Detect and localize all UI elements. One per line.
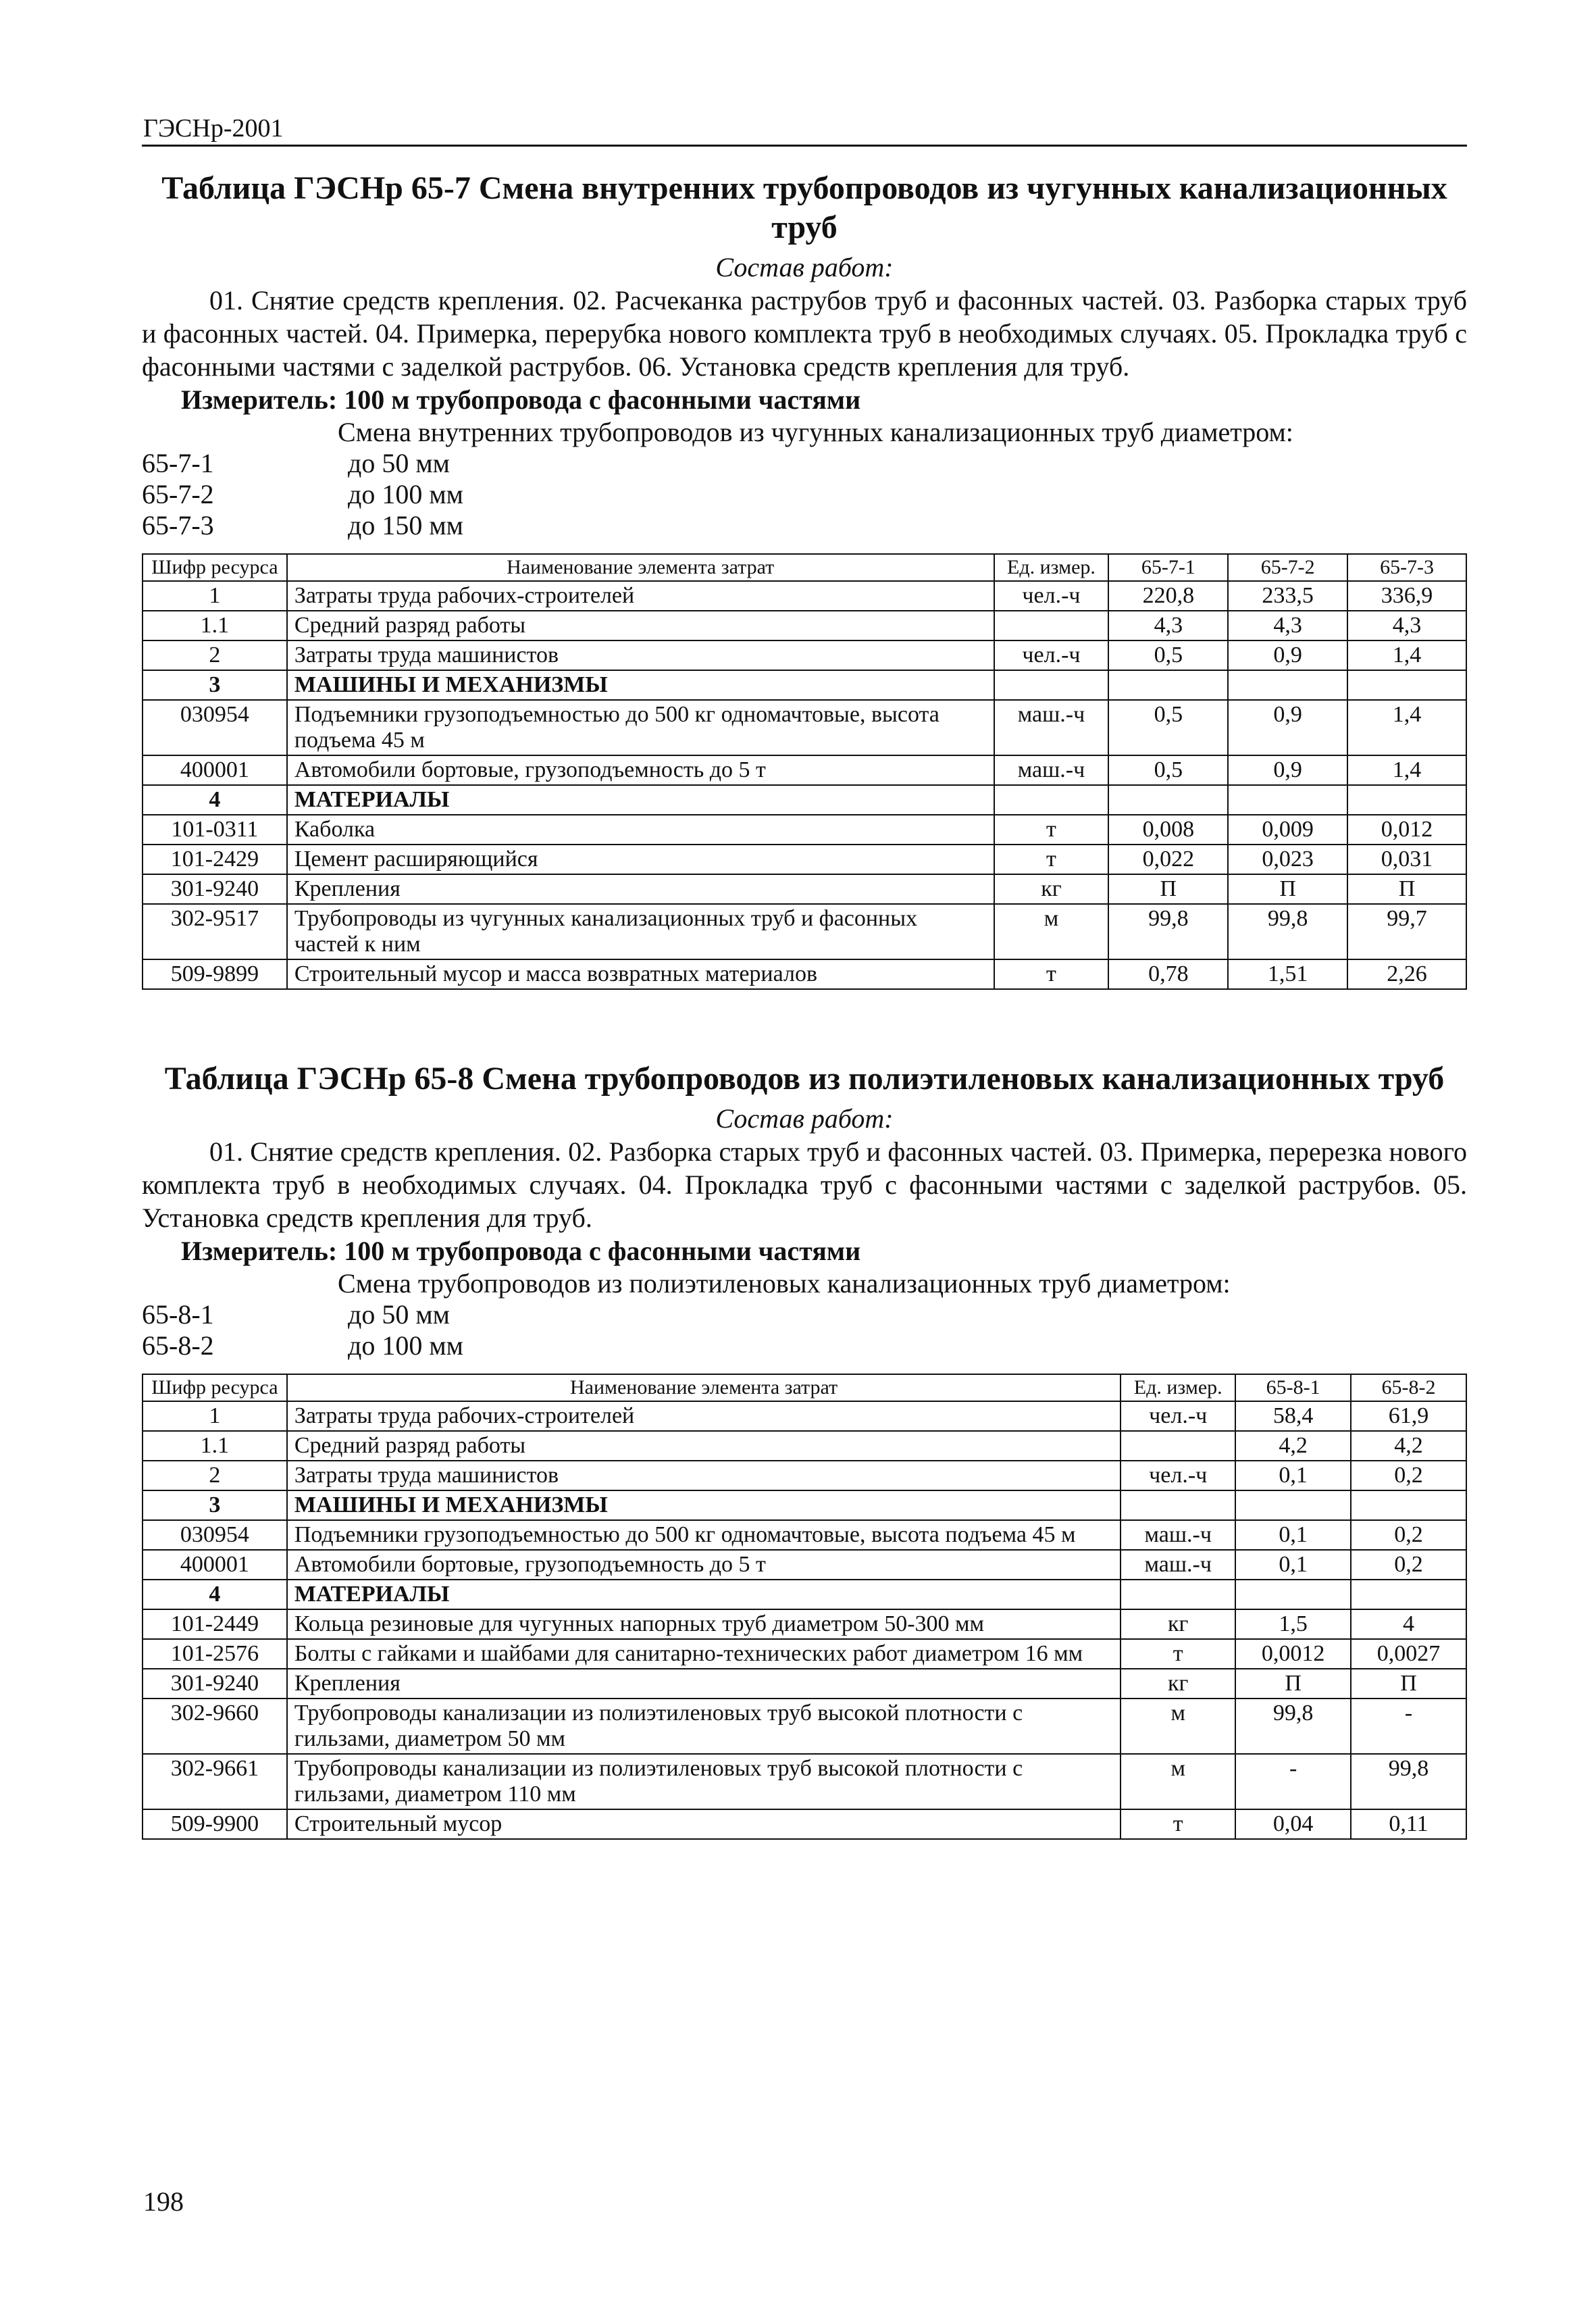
variant-row <box>142 479 1467 510</box>
value-cell: 99,8 <box>1108 904 1228 959</box>
unit-cell: маш.-ч <box>1121 1550 1235 1580</box>
value-cell: 233,5 <box>1228 581 1347 611</box>
value-cell: 0,5 <box>1108 755 1228 785</box>
cost-element-name-cell: Затраты труда рабочих-строителей <box>287 581 994 611</box>
header-rule <box>142 145 1467 147</box>
value-cell: П <box>1351 1669 1466 1699</box>
value-cell: - <box>1351 1699 1466 1754</box>
table-row <box>143 1401 1466 1431</box>
table-row <box>143 815 1466 845</box>
resource-code-cell: 1.1 <box>143 1431 287 1461</box>
cost-element-name-cell: Средний разряд работы <box>287 1431 1121 1461</box>
resource-code-cell: 101-2449 <box>143 1609 287 1639</box>
value-cell: 1,4 <box>1347 755 1466 785</box>
unit-cell: чел.-ч <box>1121 1401 1235 1431</box>
value-cell: 99,8 <box>1228 904 1347 959</box>
cost-element-name-cell: Трубопроводы канализации из полиэтиленовых труб высокой плотности с гильзами, диаметром 50 мм <box>287 1699 1121 1754</box>
variant-code: 65-8-2 <box>142 1330 214 1361</box>
table-title <box>142 169 1467 247</box>
value-cell: П <box>1347 874 1466 904</box>
value-cell: 4,2 <box>1351 1431 1466 1461</box>
value-cell: 0,022 <box>1108 845 1228 874</box>
value-cell <box>1235 1490 1351 1520</box>
table-title <box>142 1059 1467 1099</box>
table-header-row <box>143 1374 1466 1401</box>
value-cell <box>1347 785 1466 815</box>
unit-cell <box>1121 1490 1235 1520</box>
cost-element-name-cell: МАШИНЫ И МЕХАНИЗМЫ <box>287 1490 1121 1520</box>
cost-element-name-cell: Крепления <box>287 1669 1121 1699</box>
table-row <box>143 1431 1466 1461</box>
table-row <box>143 755 1466 785</box>
value-cell: 220,8 <box>1108 581 1228 611</box>
variant-row <box>142 448 1467 479</box>
table-group-row <box>143 670 1466 700</box>
column-header-variant: 65-7-2 <box>1228 554 1347 581</box>
resource-code-cell: 509-9899 <box>143 959 287 989</box>
unit-cell <box>994 611 1109 640</box>
table-title-line1: Таблица ГЭСНр 65-8 Смена трубопроводов из полиэтиленовых канализационных труб <box>164 1061 1445 1097</box>
value-cell: 0,1 <box>1235 1520 1351 1550</box>
value-cell: 0,009 <box>1228 815 1347 845</box>
unit-cell: чел.-ч <box>1121 1461 1235 1490</box>
unit-cell: т <box>994 845 1109 874</box>
value-cell: 99,8 <box>1235 1699 1351 1754</box>
cost-element-name-cell: Цемент расширяющийся <box>287 845 994 874</box>
value-cell: 0,78 <box>1108 959 1228 989</box>
unit-cell: маш.-ч <box>1121 1520 1235 1550</box>
table-row <box>143 904 1466 959</box>
cost-element-name-cell: Болты с гайками и шайбами для санитарно-технических работ диаметром 16 мм <box>287 1639 1121 1669</box>
column-header-variant: 65-7-3 <box>1347 554 1466 581</box>
column-header-variant: 65-8-1 <box>1235 1374 1351 1401</box>
cost-element-name-cell: Каболка <box>287 815 994 845</box>
value-cell: 0,04 <box>1235 1809 1351 1839</box>
cost-element-name-cell: Автомобили бортовые, грузоподъемность до 5 т <box>287 1550 1121 1580</box>
diameter-intro: Смена трубопроводов из полиэтиленовых канализационных труб диаметром: <box>338 1268 1231 1299</box>
value-cell: 0,008 <box>1108 815 1228 845</box>
cost-element-name-cell: Затраты труда машинистов <box>287 640 994 670</box>
value-cell: 0,5 <box>1108 700 1228 755</box>
table-group-row <box>143 1580 1466 1609</box>
table-row <box>143 581 1466 611</box>
value-cell: 0,1 <box>1235 1550 1351 1580</box>
variant-text: до 100 мм <box>348 1330 463 1361</box>
resource-code-cell: 1 <box>143 581 287 611</box>
running-head: ГЭСНр-2001 <box>143 114 284 143</box>
value-cell: 4,3 <box>1347 611 1466 640</box>
resource-code-cell: 400001 <box>143 755 287 785</box>
meter-line: Измеритель: 100 м трубопровода с фасонными частями <box>181 1236 861 1266</box>
variant-code: 65-7-2 <box>142 479 214 509</box>
value-cell: 0,9 <box>1228 700 1347 755</box>
unit-cell: чел.-ч <box>994 581 1109 611</box>
table-body <box>143 1401 1466 1839</box>
cost-element-name-cell: Строительный мусор и масса возвратных материалов <box>287 959 994 989</box>
value-cell: П <box>1235 1669 1351 1699</box>
table-group-row <box>143 785 1466 815</box>
table-row <box>143 1550 1466 1580</box>
cost-element-name-cell: МАШИНЫ И МЕХАНИЗМЫ <box>287 670 994 700</box>
value-cell: 0,023 <box>1228 845 1347 874</box>
section-table-65-7 <box>142 169 1467 990</box>
resource-code-cell: 302-9660 <box>143 1699 287 1754</box>
resource-code-cell: 3 <box>143 670 287 700</box>
unit-cell: т <box>994 815 1109 845</box>
cost-element-name-cell: Затраты труда рабочих-строителей <box>287 1401 1121 1431</box>
table-title-line2: труб <box>771 209 838 245</box>
unit-cell <box>1121 1431 1235 1461</box>
resource-code-cell: 302-9661 <box>143 1754 287 1809</box>
unit-cell: кг <box>1121 1609 1235 1639</box>
unit-cell: чел.-ч <box>994 640 1109 670</box>
unit-cell: м <box>1121 1699 1235 1754</box>
value-cell: - <box>1235 1754 1351 1809</box>
resource-code-cell: 509-9900 <box>143 1809 287 1839</box>
table-row <box>143 1809 1466 1839</box>
value-cell: 2,26 <box>1347 959 1466 989</box>
value-cell: 1,5 <box>1235 1609 1351 1639</box>
value-cell: 58,4 <box>1235 1401 1351 1431</box>
table-row <box>143 700 1466 755</box>
cost-element-name-cell: Автомобили бортовые, грузоподъемность до 5 т <box>287 755 994 785</box>
table-body <box>143 581 1466 989</box>
resource-code-cell: 1.1 <box>143 611 287 640</box>
variant-row <box>142 1330 1467 1361</box>
works-text: 01. Снятие средств крепления. 02. Разборка старых труб и фасонных частей. 03. Примерка, перерезка нового комплекта труб в необходимых случаях. 04. Прокладка труб с фасонными частями с заделкой раструбов. 05. Установка средств крепления для труб. <box>142 1136 1467 1233</box>
table-row <box>143 1669 1466 1699</box>
value-cell: 0,11 <box>1351 1809 1466 1839</box>
variant-row <box>142 510 1467 541</box>
table-row <box>143 1609 1466 1639</box>
works-heading: Состав работ: <box>715 1103 894 1134</box>
cost-element-name-cell: Крепления <box>287 874 994 904</box>
column-header-unit: Ед. измер. <box>994 554 1109 581</box>
value-cell: 0,9 <box>1228 755 1347 785</box>
column-header-unit: Ед. измер. <box>1121 1374 1235 1401</box>
table-row <box>143 874 1466 904</box>
variant-text: до 50 мм <box>348 1299 450 1330</box>
unit-cell: маш.-ч <box>994 755 1109 785</box>
table-row <box>143 1639 1466 1669</box>
value-cell: 0,2 <box>1351 1461 1466 1490</box>
norm-table-65-8 <box>142 1374 1467 1840</box>
unit-cell: т <box>1121 1809 1235 1839</box>
value-cell: 4,3 <box>1108 611 1228 640</box>
value-cell: 4 <box>1351 1609 1466 1639</box>
column-header-name: Наименование элемента затрат <box>287 1374 1121 1401</box>
value-cell: 0,0027 <box>1351 1639 1466 1669</box>
cost-element-name-cell: Трубопроводы канализации из полиэтиленовых труб высокой плотности с гильзами, диаметром 110 мм <box>287 1754 1121 1809</box>
resource-code-cell: 2 <box>143 1461 287 1490</box>
variant-text: до 50 мм <box>348 448 450 478</box>
resource-code-cell: 2 <box>143 640 287 670</box>
variant-list <box>142 1299 1467 1361</box>
cost-element-name-cell: Подъемники грузоподъемностью до 500 кг одномачтовые, высота подъема 45 м <box>287 700 994 755</box>
cost-element-name-cell: Затраты труда машинистов <box>287 1461 1121 1490</box>
table-row <box>143 845 1466 874</box>
table-row <box>143 611 1466 640</box>
resource-code-cell: 101-2576 <box>143 1639 287 1669</box>
meter-line: Измеритель: 100 м трубопровода с фасонными частями <box>181 384 861 415</box>
value-cell: П <box>1108 874 1228 904</box>
resource-code-cell: 101-2429 <box>143 845 287 874</box>
diameter-intro: Смена внутренних трубопроводов из чугунных канализационных труб диаметром: <box>338 417 1293 447</box>
value-cell: 336,9 <box>1347 581 1466 611</box>
resource-code-cell: 1 <box>143 1401 287 1431</box>
resource-code-cell: 301-9240 <box>143 1669 287 1699</box>
resource-code-cell: 101-0311 <box>143 815 287 845</box>
table-row <box>143 959 1466 989</box>
table-header-row <box>143 554 1466 581</box>
variant-row <box>142 1299 1467 1330</box>
table-group-row <box>143 1490 1466 1520</box>
unit-cell: кг <box>1121 1669 1235 1699</box>
column-header-code: Шифр ресурса <box>143 1374 287 1401</box>
unit-cell <box>1121 1580 1235 1609</box>
value-cell: 0,2 <box>1351 1550 1466 1580</box>
variant-code: 65-7-1 <box>142 448 214 478</box>
table-row <box>143 1754 1466 1809</box>
value-cell <box>1235 1580 1351 1609</box>
cost-element-name-cell: Подъемники грузоподъемностью до 500 кг одномачтовые, высота подъема 45 м <box>287 1520 1121 1550</box>
unit-cell <box>994 785 1109 815</box>
value-cell: П <box>1228 874 1347 904</box>
value-cell <box>1228 670 1347 700</box>
value-cell <box>1347 670 1466 700</box>
value-cell: 0,0012 <box>1235 1639 1351 1669</box>
unit-cell: м <box>994 904 1109 959</box>
variant-code: 65-7-3 <box>142 510 214 540</box>
value-cell <box>1351 1490 1466 1520</box>
resource-code-cell: 3 <box>143 1490 287 1520</box>
unit-cell: м <box>1121 1754 1235 1809</box>
value-cell: 1,51 <box>1228 959 1347 989</box>
cost-element-name-cell: Кольца резиновые для чугунных напорных труб диаметром 50-300 мм <box>287 1609 1121 1639</box>
resource-code-cell: 030954 <box>143 1520 287 1550</box>
variant-text: до 100 мм <box>348 479 463 509</box>
resource-code-cell: 030954 <box>143 700 287 755</box>
resource-code-cell: 301-9240 <box>143 874 287 904</box>
resource-code-cell: 400001 <box>143 1550 287 1580</box>
page-number: 198 <box>143 2186 184 2217</box>
value-cell <box>1228 785 1347 815</box>
cost-element-name-cell: Строительный мусор <box>287 1809 1121 1839</box>
unit-cell: маш.-ч <box>994 700 1109 755</box>
value-cell: 1,4 <box>1347 640 1466 670</box>
column-header-variant: 65-8-2 <box>1351 1374 1466 1401</box>
resource-code-cell: 4 <box>143 1580 287 1609</box>
cost-element-name-cell: Средний разряд работы <box>287 611 994 640</box>
value-cell: 0,2 <box>1351 1520 1466 1550</box>
unit-cell: кг <box>994 874 1109 904</box>
value-cell: 99,7 <box>1347 904 1466 959</box>
column-header-variant: 65-7-1 <box>1108 554 1228 581</box>
value-cell <box>1108 670 1228 700</box>
variant-code: 65-8-1 <box>142 1299 214 1330</box>
works-text: 01. Снятие средств крепления. 02. Расчеканка раструбов труб и фасонных частей. 03. Разборка старых труб и фасонных частей. 04. Примерка, перерубка нового комплекта труб в необходимых случаях. 05. Прокладка труб с фасонными частями с заделкой раструбов. 06. Установка средств крепления для труб. <box>142 285 1467 382</box>
variant-text: до 150 мм <box>348 510 463 540</box>
table-row <box>143 640 1466 670</box>
column-header-name: Наименование элемента затрат <box>287 554 994 581</box>
value-cell: 1,4 <box>1347 700 1466 755</box>
value-cell: 0,9 <box>1228 640 1347 670</box>
column-header-code: Шифр ресурса <box>143 554 287 581</box>
cost-element-name-cell: МАТЕРИАЛЫ <box>287 1580 1121 1609</box>
unit-cell: т <box>1121 1639 1235 1669</box>
unit-cell <box>994 670 1109 700</box>
value-cell: 0,1 <box>1235 1461 1351 1490</box>
resource-code-cell: 4 <box>143 785 287 815</box>
value-cell: 61,9 <box>1351 1401 1466 1431</box>
value-cell: 4,2 <box>1235 1431 1351 1461</box>
value-cell <box>1351 1580 1466 1609</box>
cost-element-name-cell: МАТЕРИАЛЫ <box>287 785 994 815</box>
variant-list <box>142 448 1467 541</box>
table-row <box>143 1520 1466 1550</box>
resource-code-cell: 302-9517 <box>143 904 287 959</box>
value-cell: 0,031 <box>1347 845 1466 874</box>
table-row <box>143 1461 1466 1490</box>
value-cell: 0,5 <box>1108 640 1228 670</box>
value-cell: 0,012 <box>1347 815 1466 845</box>
norm-table-65-7 <box>142 553 1467 990</box>
value-cell: 4,3 <box>1228 611 1347 640</box>
value-cell <box>1108 785 1228 815</box>
section-table-65-8 <box>142 1059 1467 1840</box>
unit-cell: т <box>994 959 1109 989</box>
value-cell: 99,8 <box>1351 1754 1466 1809</box>
works-heading: Состав работ: <box>715 252 894 282</box>
table-row <box>143 1699 1466 1754</box>
cost-element-name-cell: Трубопроводы из чугунных канализационных труб и фасонных частей к ним <box>287 904 994 959</box>
table-title-line1: Таблица ГЭСНр 65-7 Смена внутренних трубопроводов из чугунных канализационных <box>161 170 1447 206</box>
